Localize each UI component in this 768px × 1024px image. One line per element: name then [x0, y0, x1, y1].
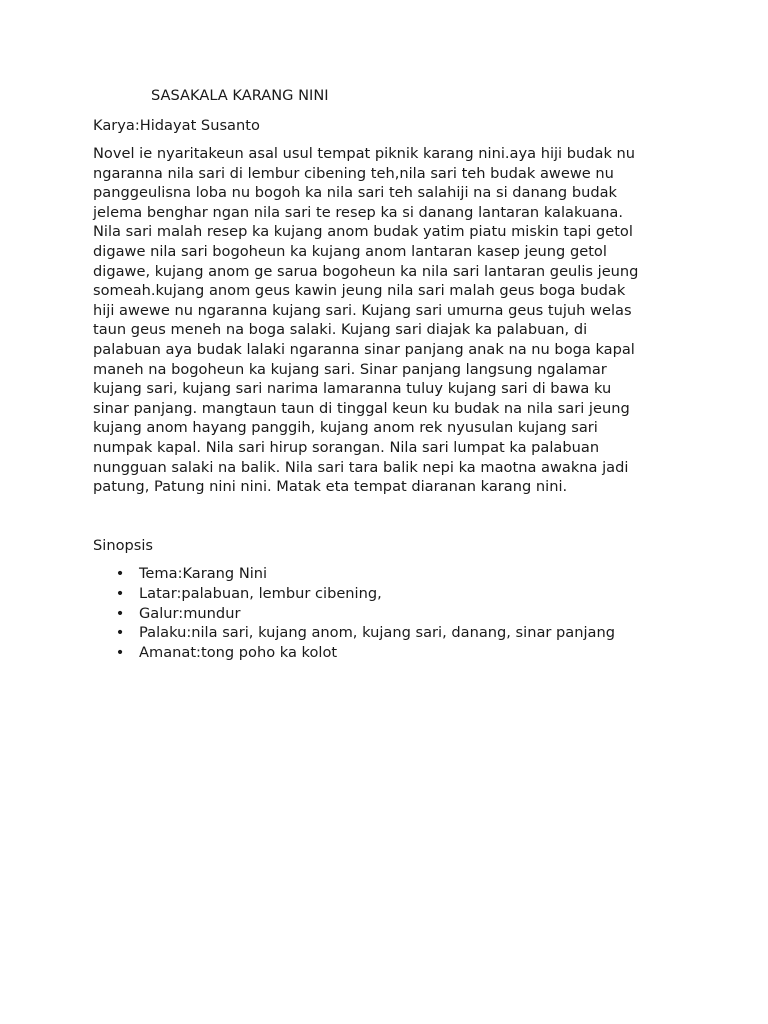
body-line: patung, Patung nini nini. Matak eta tempat diaranan karang nini. — [93, 478, 568, 496]
synopsis-heading: Sinopsis — [93, 537, 154, 554]
body-line: jelema benghar ngan nila sari te resep ka si danang lantaran kalakuana. — [93, 203, 623, 221]
bullet-icon: • — [115, 565, 125, 582]
bullet-icon: • — [115, 644, 125, 662]
body-line: Nila sari malah resep ka kujang anom budak yatim piatu miskin tapi getol — [93, 223, 633, 241]
author-line: Karya:Hidayat Susanto — [93, 117, 260, 134]
body-line: numpak kapal. Nila sari hirup sorangan. Nila sari lumpat ka palabuan — [93, 438, 600, 456]
bullet-icon: • — [115, 584, 125, 602]
body-line: taun geus meneh na boga salaki. Kujang sari diajak ka palabuan, di — [93, 321, 588, 339]
body-line: ngaranna nila sari di lembur cibening teh,nila sari teh budak awewe nu — [93, 164, 614, 182]
body-line: kujang anom hayang panggih, kujang anom rek nyusulan kujang sari — [93, 419, 598, 437]
body-line: nungguan salaki na balik. Nila sari tara balik nepi ka maotna awakna jadi — [93, 458, 629, 476]
list-item-text: Tema:Karang Nini — [139, 565, 268, 582]
body-line: palabuan aya budak lalaki ngaranna sinar panjang anak na nu boga kapal — [93, 340, 635, 358]
body-line: kujang sari, kujang sari narima lamaranna tuluy kujang sari di bawa ku — [93, 380, 612, 398]
body-line: digawe, kujang anom ge sarua bogoheun ka nila sari lantaran geulis jeung — [93, 262, 639, 280]
body-line: Novel ie nyaritakeun asal usul tempat piknik karang nini.aya hiji budak nu — [93, 145, 636, 162]
list-item-text: Latar:palabuan, lembur cibening, — [139, 584, 382, 602]
body-line: digawe nila sari bogoheun ka kujang anom lantaran kasep jeung getol — [93, 242, 607, 260]
document-title: SASAKALA KARANG NINI — [151, 87, 329, 104]
bullet-icon: • — [115, 624, 125, 642]
body-paragraph — [93, 144, 683, 497]
list-item-text: Galur:mundur — [139, 604, 241, 622]
list-item-text: Amanat:tong poho ka kolot — [139, 644, 338, 662]
body-line: hiji awewe nu ngaranna kujang sari. Kujang sari umurna geus tujuh welas — [93, 301, 632, 319]
body-line: panggeulisna loba nu bogoh ka nila sari teh salahiji na si danang budak — [93, 184, 617, 202]
body-line: maneh na bogoheun ka kujang sari. Sinar panjang langsung ngalamar — [93, 360, 607, 378]
body-line: sinar panjang. mangtaun taun di tinggal keun ku budak na nila sari jeung — [93, 399, 630, 417]
list-item-text: Palaku:nila sari, kujang anom, kujang sari, danang, sinar panjang — [139, 624, 616, 642]
body-line: someah.kujang anom geus kawin jeung nila sari malah geus boga budak — [93, 282, 626, 300]
bullet-icon: • — [115, 604, 125, 622]
